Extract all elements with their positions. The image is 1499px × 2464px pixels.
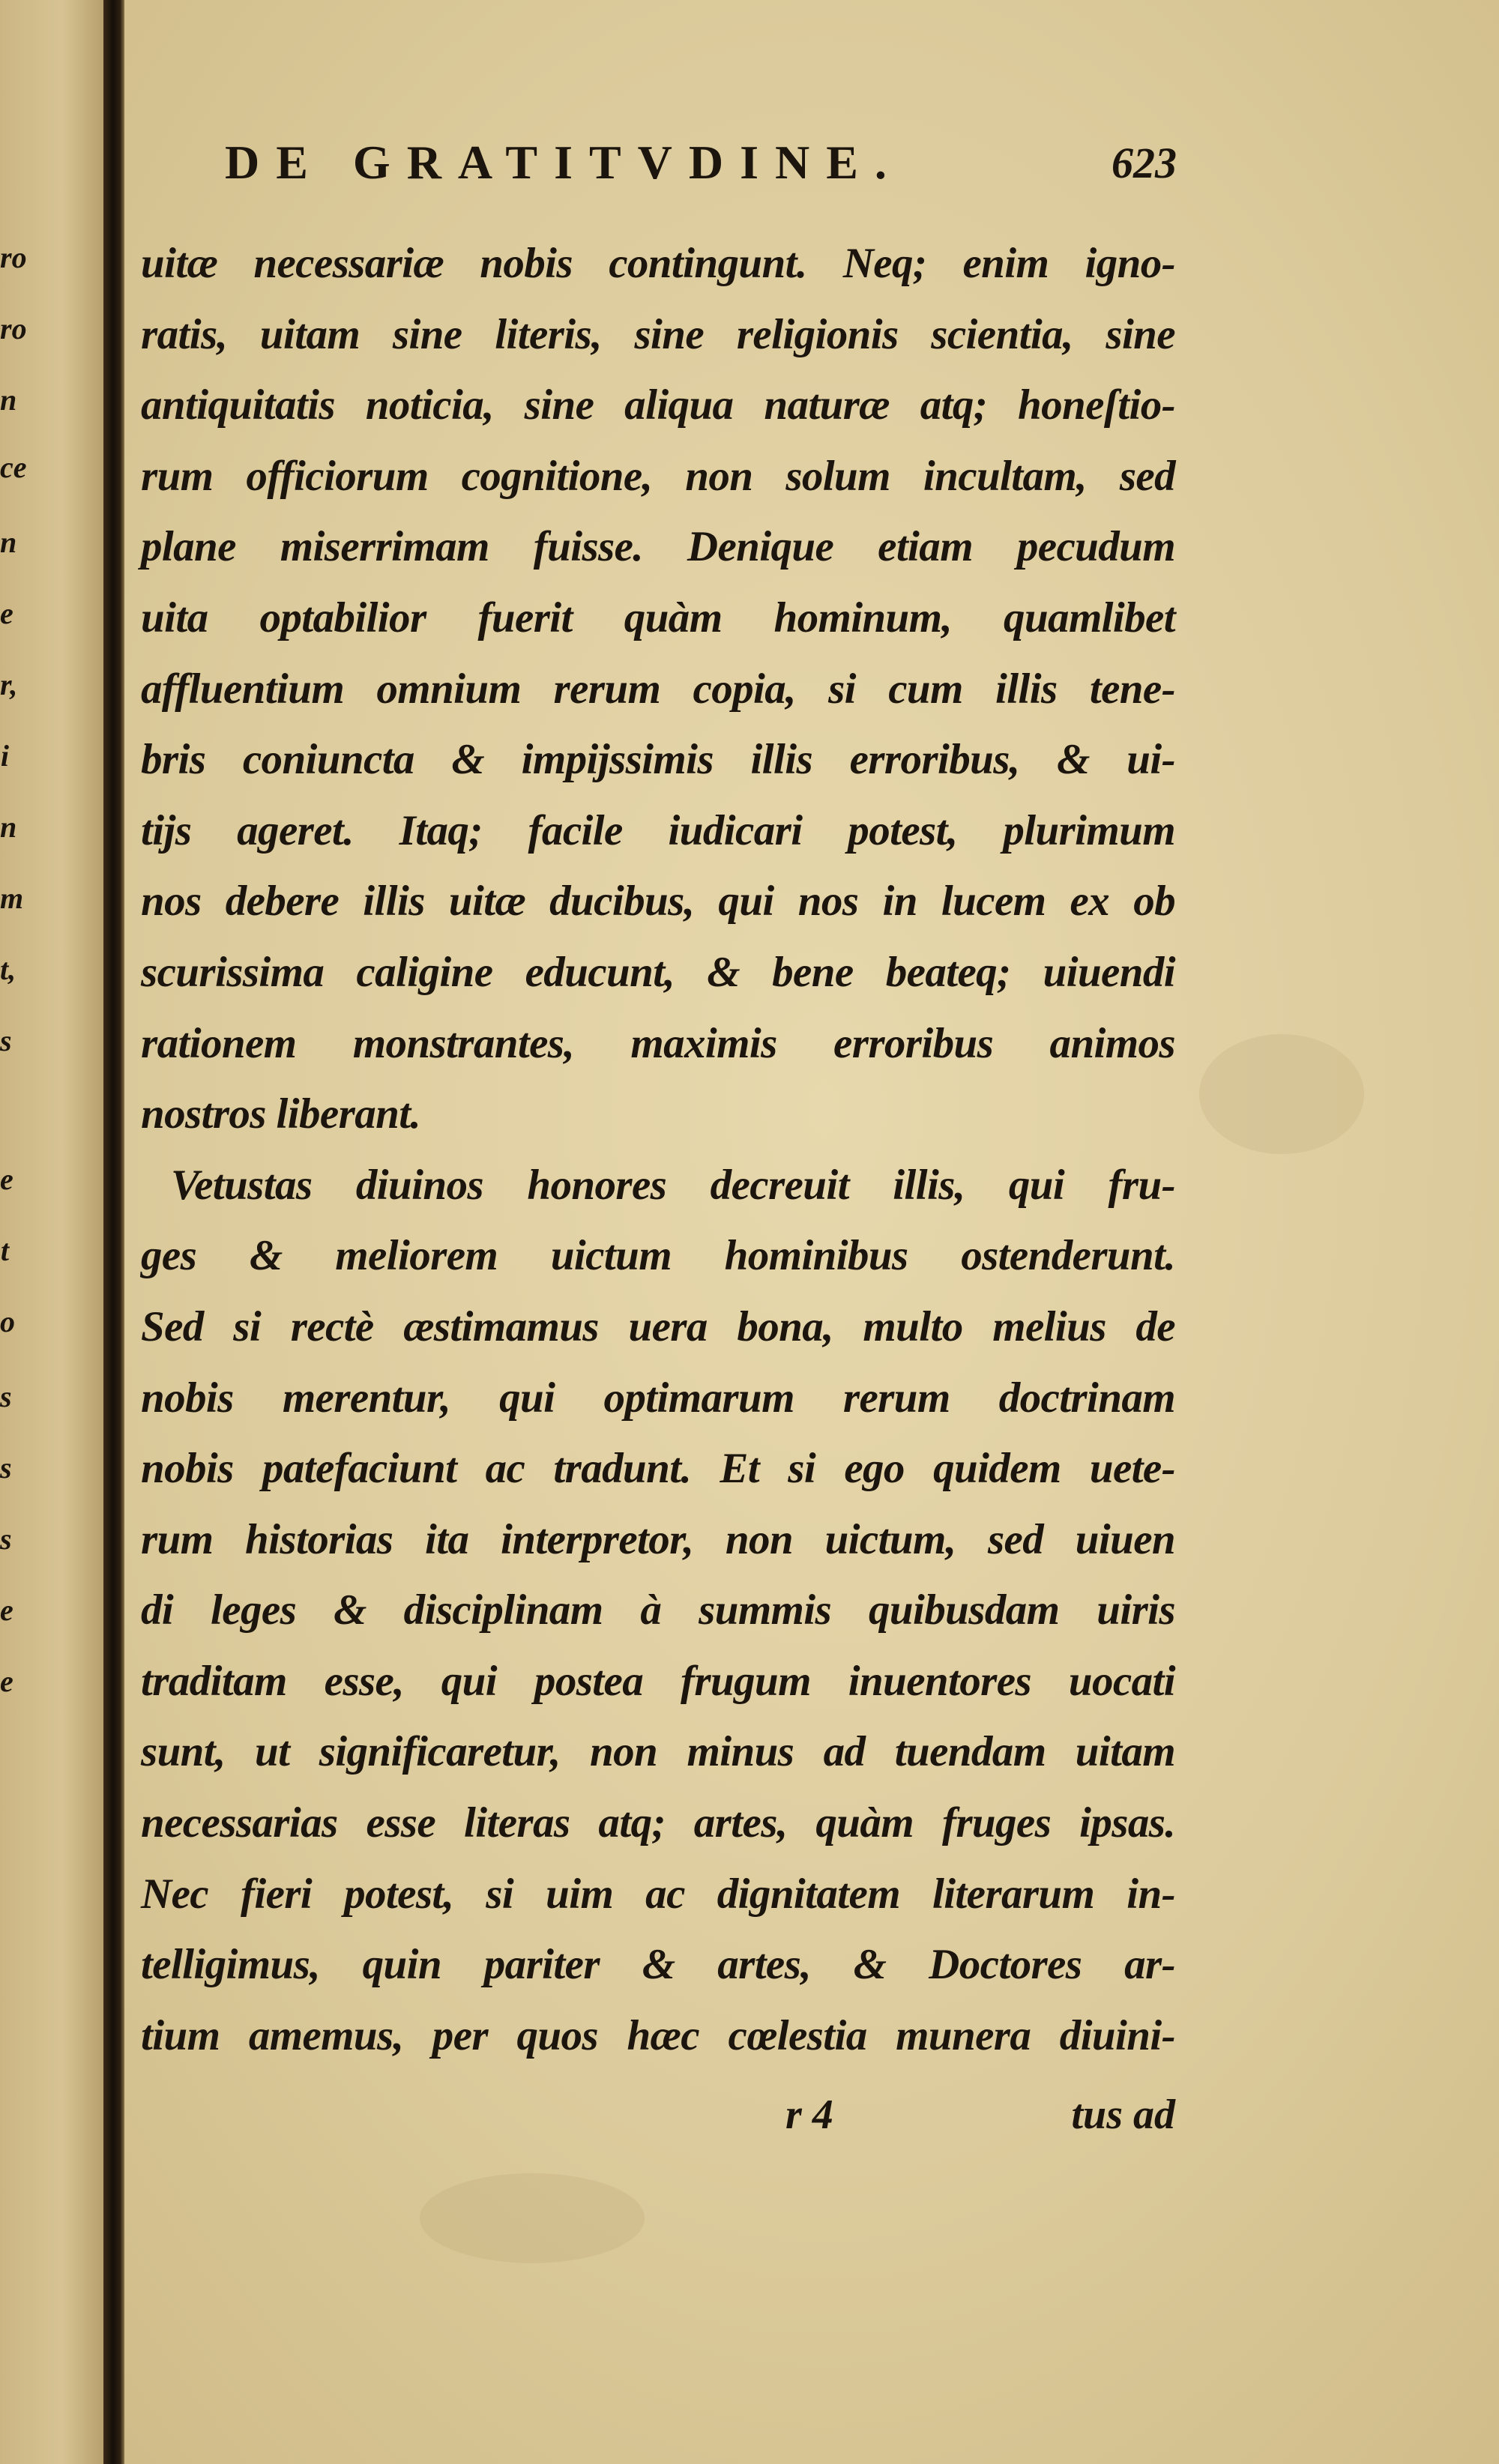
- running-title: DE GRATITVDINE.: [225, 136, 903, 189]
- fragment: s: [0, 1451, 12, 1485]
- text-line: Nec fieri potest, si uim ac dignitatem literarum in-: [141, 1870, 1175, 1918]
- book-gutter: [103, 0, 124, 2464]
- page-footer: [141, 2091, 1175, 2158]
- text-line: rum officiorum cognitione, non solum incultam, sed: [141, 452, 1175, 500]
- fragment: ce: [0, 450, 27, 484]
- fragment: o: [0, 1305, 15, 1338]
- fragment: s: [0, 1024, 12, 1057]
- text-line: uitæ necessariæ nobis contingunt. Neq; enim igno-: [141, 240, 1175, 287]
- fragment: e: [0, 597, 13, 630]
- paragraph-first-line: Vetustas diuinos honores decreuit illis, qui fru-: [171, 1161, 1175, 1209]
- fragment: e: [0, 1593, 13, 1627]
- text-line: rum historias ita interpretor, non uictum, sed uiuen: [141, 1515, 1175, 1563]
- text-line: bris coniuncta & impijssimis illis erroribus, & ui-: [141, 736, 1175, 784]
- paper-stain: [1199, 1034, 1364, 1154]
- text-line: ges & meliorem uictum hominibus ostenderunt.: [141, 1232, 1175, 1280]
- text-line: tijs ageret. Itaq; facile iudicari potest, plurimum: [141, 806, 1175, 854]
- fragment: ro: [0, 241, 27, 274]
- fragment: e: [0, 1664, 13, 1698]
- text-line: di leges & disciplinam à summis quibusdam uiris: [141, 1586, 1175, 1634]
- text-line: scurissima caligine educunt, & bene beateq; uiuendi: [141, 948, 1175, 996]
- text-line: nobis patefaciunt ac tradunt. Et si ego quidem uete-: [141, 1445, 1175, 1493]
- text-line: rationem monstrantes, maximis erroribus animos: [141, 1019, 1175, 1067]
- fragment: s: [0, 1380, 12, 1413]
- fragment: n: [0, 383, 17, 417]
- text-line: Sed si rectè æstimamus uera bona, multo melius de: [141, 1302, 1175, 1350]
- text-line: antiquitatis noticia, sine aliqua naturæ atq; honeſtio-: [141, 381, 1175, 429]
- text-line: tium amemus, per quos hæc cœlestia munera diuini-: [141, 2011, 1175, 2059]
- catchword: tus ad: [1071, 2092, 1175, 2138]
- fragment: t,: [0, 952, 16, 986]
- text-line: plane miserrimam fuisse. Denique etiam pecudum: [141, 523, 1175, 571]
- page-number: 623: [1112, 139, 1177, 187]
- fragment: ro: [0, 312, 27, 345]
- text-line: nostros liberant.: [141, 1090, 421, 1138]
- fragment: e: [0, 1162, 13, 1196]
- body-text: [141, 229, 1175, 2071]
- text-line: ratis, uitam sine literis, sine religionis scientia, sine: [141, 310, 1175, 358]
- text-line: affluentium omnium rerum copia, si cum illis tene-: [141, 665, 1175, 713]
- text-line: telligimus, quin pariter & artes, & Doctores ar-: [141, 1941, 1175, 1989]
- text-line: uita optabilior fuerit quàm hominum, quamlibet: [141, 594, 1175, 641]
- fragment: t: [0, 1233, 9, 1267]
- fragment: n: [0, 525, 17, 559]
- fragment: n: [0, 810, 17, 844]
- text-line: sunt, ut significaretur, non minus ad tuendam uitam: [141, 1728, 1175, 1776]
- text-line: nobis merentur, qui optimarum rerum doctrinam: [141, 1374, 1175, 1422]
- paper-stain: [420, 2173, 645, 2263]
- text-line: traditam esse, qui postea frugum inuentores uocati: [141, 1657, 1175, 1705]
- fragment: s: [0, 1522, 12, 1556]
- fragment: m: [0, 881, 24, 915]
- signature-mark: r 4: [785, 2092, 833, 2138]
- fragment: r,: [0, 668, 18, 701]
- fragment: i: [0, 739, 9, 773]
- facing-page-text-fragments: [0, 0, 97, 2464]
- text-line: necessarias esse literas atq; artes, quàm fruges ipsas.: [141, 1799, 1175, 1847]
- running-head: [225, 127, 1177, 195]
- text-line: nos debere illis uitæ ducibus, qui nos in lucem ex ob: [141, 878, 1175, 925]
